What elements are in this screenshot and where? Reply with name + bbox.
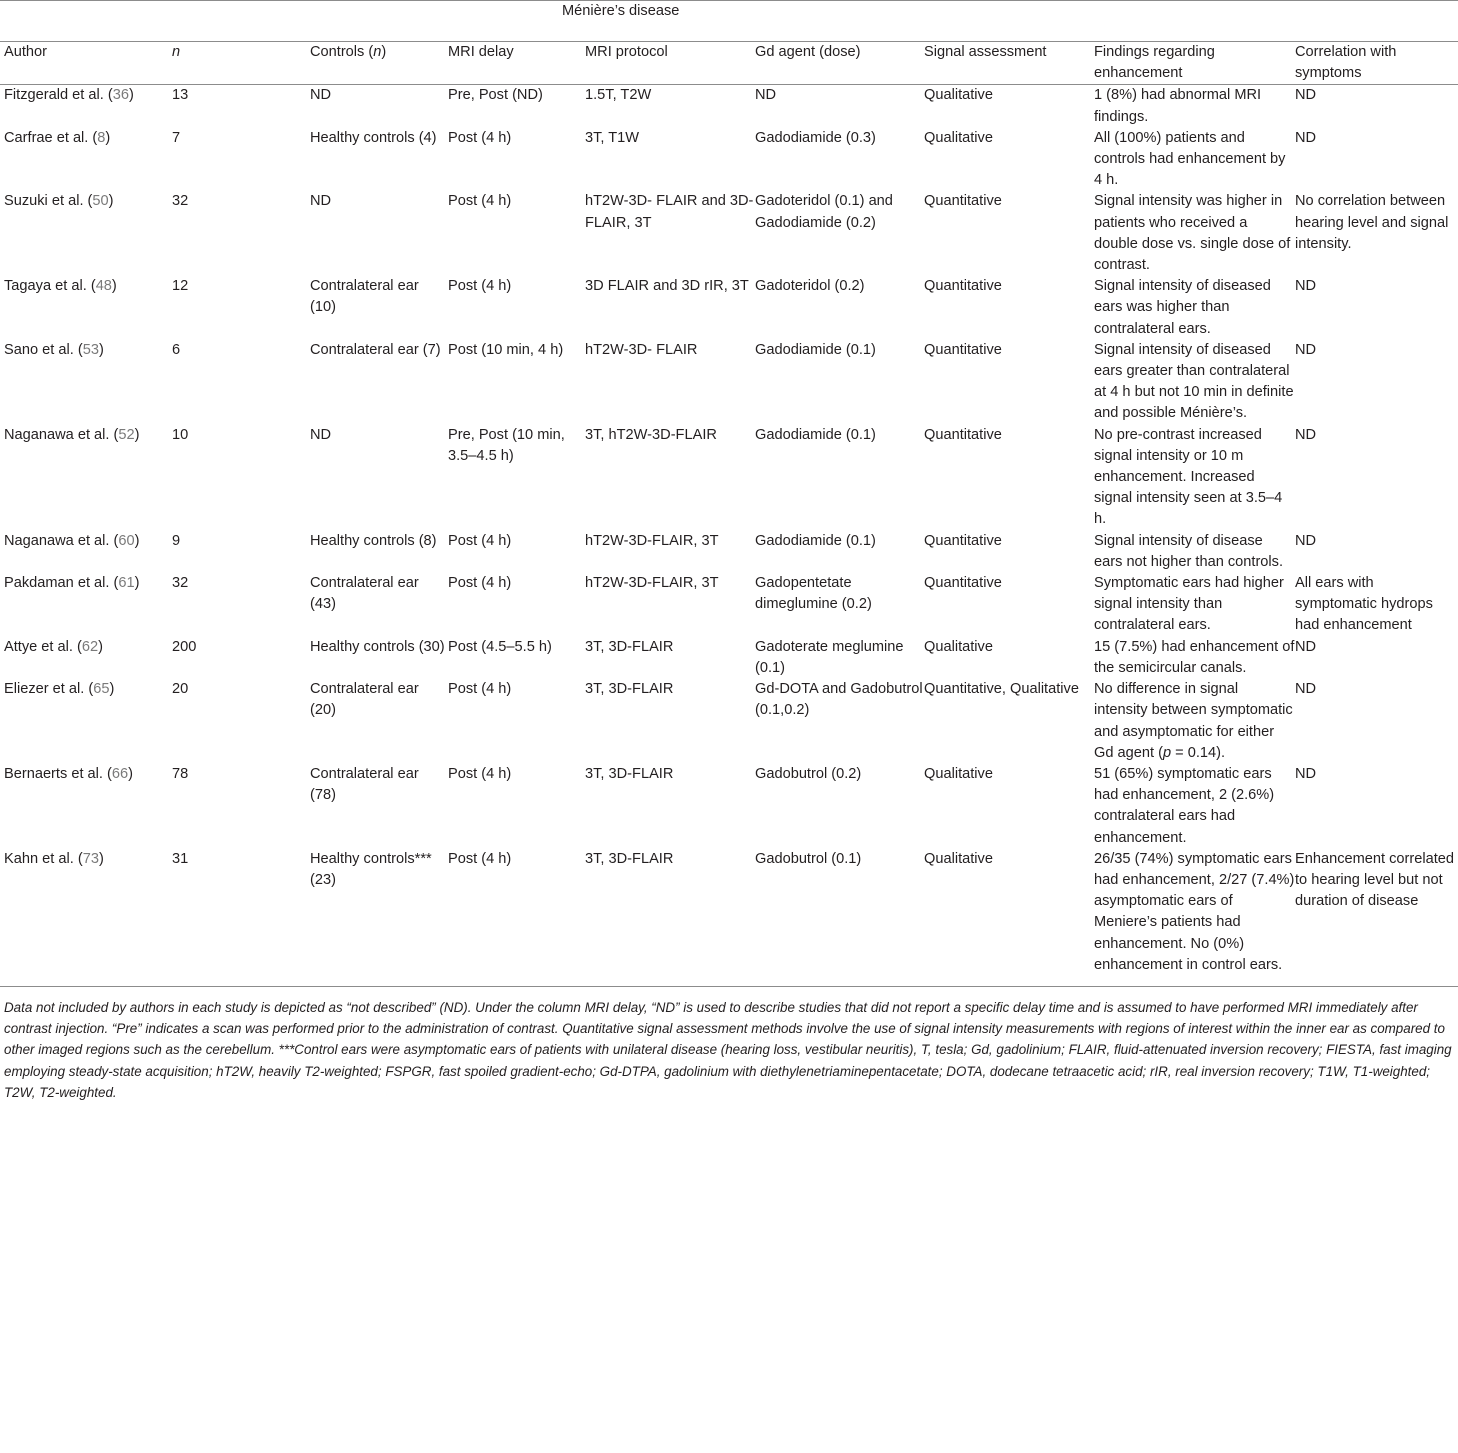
header-controls-suffix: ) <box>381 44 387 60</box>
header-controls-n: n <box>373 44 382 60</box>
table-row <box>0 531 1458 573</box>
cell-n: 20 <box>172 681 189 698</box>
table-row <box>0 425 1458 531</box>
cell-n: 9 <box>172 532 181 549</box>
cell-author: Fitzgerald et al. (36) <box>4 87 134 104</box>
cell-author: Attye et al. (62) <box>4 638 103 655</box>
table-body <box>0 85 1458 987</box>
table-row <box>0 637 1458 679</box>
cell-n: 32 <box>172 193 189 210</box>
author-name: Carfrae et al. <box>4 129 89 146</box>
header-controls-prefix: Controls ( <box>310 44 374 60</box>
reference-link[interactable]: 65 <box>93 681 110 698</box>
cell-findings: Signal intensity of diseased ears greater than contralateral at 4 h but not 10 min in definite and possible Ménière’s. <box>1094 341 1294 422</box>
cell-gd-agent: Gadodiamide (0.1) <box>755 341 876 358</box>
cell-n: 10 <box>172 426 189 443</box>
author-name: Sano et al. <box>4 341 74 358</box>
cell-n: 200 <box>172 638 197 655</box>
cell-correlation: ND <box>1295 87 1317 104</box>
table-row <box>0 764 1458 849</box>
cell-n: 31 <box>172 850 189 867</box>
cell-gd-agent: Gadodiamide (0.1) <box>755 426 876 443</box>
cell-signal-assessment: Quantitative <box>924 278 1002 295</box>
author-name: Attye et al. <box>4 638 73 655</box>
cell-signal-assessment: Quantitative <box>924 193 1002 210</box>
author-name: Naganawa et al. <box>4 426 110 443</box>
cell-mri-delay: Post (4 h) <box>448 532 512 549</box>
cell-signal-assessment: Qualitative <box>924 765 993 782</box>
author-name: Tagaya et al. <box>4 278 87 295</box>
cell-mri-delay: Post (4 h) <box>448 129 512 146</box>
cell-mri-delay: Post (4 h) <box>448 681 512 698</box>
cell-signal-assessment: Qualitative <box>924 638 993 655</box>
cell-gd-agent: ND <box>755 87 777 104</box>
group-title: Ménière’s disease <box>0 1 1458 42</box>
cell-controls: ND <box>310 193 332 210</box>
cell-findings: 15 (7.5%) had enhancement of the semicircular canals. <box>1094 638 1295 676</box>
cell-mri-delay: Post (10 min, 4 h) <box>448 341 564 358</box>
cell-controls: Contralateral ear (43) <box>310 575 419 613</box>
author-name: Naganawa et al. <box>4 532 110 549</box>
cell-author: Sano et al. (53) <box>4 341 104 358</box>
header-mri-delay: MRI delay <box>448 42 585 85</box>
findings-text-post: = 0.14). <box>1171 744 1226 761</box>
cell-signal-assessment: Qualitative <box>924 850 993 867</box>
reference-link[interactable]: 73 <box>82 850 99 867</box>
cell-signal-assessment: Quantitative <box>924 426 1002 443</box>
cell-author: Naganawa et al. (60) <box>4 532 140 549</box>
cell-controls: Contralateral ear (78) <box>310 765 419 804</box>
cell-signal-assessment: Quantitative <box>924 575 1002 592</box>
cell-findings: Signal intensity of diseased ears was higher than contralateral ears. <box>1094 278 1271 337</box>
cell-controls: ND <box>310 426 332 443</box>
cell-controls: Healthy controls (8) <box>310 532 437 549</box>
p-value-symbol: p <box>1162 744 1172 761</box>
cell-controls: ND <box>310 87 332 104</box>
cell-findings: All (100%) patients and controls had enhancement by 4 h. <box>1094 129 1286 189</box>
cell-mri-protocol: 3T, hT2W-3D-FLAIR <box>585 426 717 443</box>
table-row <box>0 849 1458 987</box>
cell-signal-assessment: Quantitative <box>924 341 1002 358</box>
cell-controls: Contralateral ear (7) <box>310 341 441 358</box>
cell-author: Bernaerts et al. (66) <box>4 765 133 782</box>
cell-findings: No pre-contrast increased signal intensity or 10 m enhancement. Increased signal intensity seen at 3.5–4 h. <box>1094 426 1283 528</box>
table-row <box>0 276 1458 340</box>
header-n <box>172 42 310 85</box>
table-row <box>0 573 1458 637</box>
cell-mri-protocol: 3T, T1W <box>585 129 640 146</box>
cell-n: 6 <box>172 341 181 358</box>
reference-link[interactable]: 48 <box>95 278 112 295</box>
cell-findings <box>1094 679 1295 764</box>
cell-gd-agent: Gadopentetate dimeglumine (0.2) <box>755 575 872 613</box>
cell-gd-agent: Gadoteridol (0.1) and Gadodiamide (0.2) <box>755 193 893 231</box>
cell-mri-protocol: 1.5T, T2W <box>585 87 652 104</box>
column-header-row <box>0 42 1458 85</box>
cell-mri-protocol: 3T, 3D-FLAIR <box>585 765 674 782</box>
cell-gd-agent: Gd-DOTA and Gadobutrol (0.1,0.2) <box>755 681 923 719</box>
table-row <box>0 128 1458 192</box>
cell-n: 13 <box>172 87 189 104</box>
reference-link[interactable]: 8 <box>97 129 106 146</box>
cell-gd-agent: Gadobutrol (0.1) <box>755 850 862 867</box>
cell-gd-agent: Gadobutrol (0.2) <box>755 765 862 782</box>
cell-mri-delay: Post (4.5–5.5 h) <box>448 638 552 655</box>
reference-link[interactable]: 50 <box>92 193 109 210</box>
cell-controls: Healthy controls*** (23) <box>310 850 432 888</box>
cell-gd-agent: Gadodiamide (0.3) <box>755 129 876 146</box>
cell-gd-agent: Gadoterate meglumine (0.1) <box>755 638 904 676</box>
cell-mri-delay: Pre, Post (10 min, 3.5–4.5 h) <box>448 426 565 464</box>
group-header-row <box>0 1 1458 42</box>
cell-n: 12 <box>172 278 189 295</box>
reference-link[interactable]: 53 <box>82 341 99 358</box>
cell-correlation: ND <box>1295 426 1317 443</box>
cell-findings: 51 (65%) symptomatic ears had enhancement, 2 (2.6%) contralateral ears had enhancement. <box>1094 765 1275 846</box>
cell-findings: Signal intensity of disease ears not higher than controls. <box>1094 532 1284 570</box>
cell-correlation: ND <box>1295 532 1317 549</box>
cell-correlation: ND <box>1295 765 1317 782</box>
cell-author: Kahn et al. (73) <box>4 850 104 867</box>
author-name: Pakdaman et al. <box>4 575 110 592</box>
reference-link[interactable]: 61 <box>118 575 135 592</box>
cell-mri-protocol: hT2W-3D- FLAIR <box>585 341 698 358</box>
cell-mri-delay: Pre, Post (ND) <box>448 87 543 104</box>
cell-author: Carfrae et al. (8) <box>4 129 111 146</box>
reference-link[interactable]: 60 <box>118 532 135 549</box>
header-gd-agent: Gd agent (dose) <box>755 42 924 85</box>
findings-text-pre: No difference in signal intensity between symptomatic and asymptomatic for either Gd agent ( <box>1094 681 1293 761</box>
cell-correlation: ND <box>1295 278 1317 295</box>
table-row <box>0 340 1458 425</box>
header-signal-assessment: Signal assessment <box>924 42 1094 85</box>
cell-mri-protocol: 3T, 3D-FLAIR <box>585 850 674 867</box>
cell-signal-assessment: Quantitative, Qualitative <box>924 681 1079 698</box>
header-controls <box>310 42 448 85</box>
cell-correlation: All ears with symptomatic hydrops had enhancement <box>1295 575 1433 634</box>
cell-author: Tagaya et al. (48) <box>4 278 117 295</box>
cell-controls: Contralateral ear (10) <box>310 278 419 316</box>
footnote-row <box>0 986 1458 1103</box>
table-row <box>0 191 1458 276</box>
author-name: Bernaerts et al. <box>4 765 103 782</box>
cell-mri-delay: Post (4 h) <box>448 575 512 592</box>
cell-findings: 26/35 (74%) symptomatic ears had enhancement, 2/27 (7.4%) asymptomatic ears of Meniere’s patients had enhancement. No (0%) enhancement in control ears. <box>1094 850 1295 973</box>
cell-signal-assessment: Qualitative <box>924 87 993 104</box>
cell-author: Pakdaman et al. (61) <box>4 575 140 592</box>
cell-mri-protocol: 3D FLAIR and 3D rIR, 3T <box>585 278 749 295</box>
header-n-label: n <box>172 44 181 60</box>
cell-mri-delay: Post (4 h) <box>448 765 512 782</box>
reference-link[interactable]: 36 <box>112 87 129 104</box>
table-footnote: Data not included by authors in each study is depicted as “not described” (ND). Under the column MRI delay, “ND” is used to describe studies that did not report a specific delay time and is assumed to have performed MRI immediately after contrast injection. “Pre” indicates a scan was performed prior to the administration of contrast. Quantitative signal assessment methods involve the use of signal intensity measurements with regions of interest within the inner ear as compared to other imaged regions such as the cerebellum. ***Control ears were asymptomatic ears of patients with unilateral disease (hearing loss, vestibular neuritis), T, tesla; Gd, gadolinium; FLAIR, fluid-attenuated inversion recovery; FIESTA, fast imaging employing steady-state acquisition; hT2W, heavily T2-weighted; FSPGR, fast spoiled gradient-echo; Gd-DTPA, gadolinium with diethylenetriaminepentacetate; DOTA, dodecane tetraacetic acid; rIR, real inversion recovery; T1W, T1-weighted; T2W, T2-weighted. <box>0 986 1458 1103</box>
cell-mri-protocol: hT2W-3D-FLAIR, 3T <box>585 575 719 592</box>
cell-findings: 1 (8%) had abnormal MRI findings. <box>1094 87 1262 125</box>
cell-correlation: ND <box>1295 638 1317 655</box>
cell-mri-delay: Post (4 h) <box>448 278 512 295</box>
author-name: Fitzgerald et al. <box>4 87 104 104</box>
cell-controls: Healthy controls (30) <box>310 638 445 655</box>
cell-findings: Symptomatic ears had higher signal intensity than contralateral ears. <box>1094 575 1284 634</box>
header-mri-protocol: MRI protocol <box>585 42 755 85</box>
cell-correlation: ND <box>1295 129 1317 146</box>
cell-findings: Signal intensity was higher in patients who received a double dose vs. single dose of contrast. <box>1094 193 1291 274</box>
cell-signal-assessment: Qualitative <box>924 129 993 146</box>
cell-mri-protocol: hT2W-3D-FLAIR, 3T <box>585 532 719 549</box>
reference-link[interactable]: 52 <box>118 426 135 443</box>
cell-mri-delay: Post (4 h) <box>448 193 512 210</box>
header-author: Author <box>0 42 172 85</box>
cell-n: 78 <box>172 765 189 782</box>
cell-mri-delay: Post (4 h) <box>448 850 512 867</box>
cell-author: Eliezer et al. (65) <box>4 681 115 698</box>
author-name: Kahn et al. <box>4 850 74 867</box>
cell-correlation: ND <box>1295 341 1317 358</box>
cell-gd-agent: Gadodiamide (0.1) <box>755 532 876 549</box>
header-correlation: Correlation with symptoms <box>1295 42 1458 85</box>
cell-n: 7 <box>172 129 181 146</box>
cell-controls: Contralateral ear (20) <box>310 681 419 719</box>
cell-signal-assessment: Quantitative <box>924 532 1002 549</box>
cell-controls: Healthy controls (4) <box>310 129 437 146</box>
cell-n: 32 <box>172 575 189 592</box>
cell-correlation: Enhancement correlated to hearing level but not duration of disease <box>1295 850 1455 910</box>
reference-link[interactable]: 62 <box>81 638 99 655</box>
cell-mri-protocol: hT2W-3D- FLAIR and 3D- FLAIR, 3T <box>585 193 754 231</box>
author-name: Suzuki et al. <box>4 193 84 210</box>
cell-correlation: No correlation between hearing level and signal intensity. <box>1295 193 1449 252</box>
header-findings: Findings regarding enhancement <box>1094 42 1295 85</box>
author-name: Eliezer et al. <box>4 681 85 698</box>
cell-mri-protocol: 3T, 3D-FLAIR <box>585 681 674 698</box>
table-row <box>0 85 1458 128</box>
cell-gd-agent: Gadoteridol (0.2) <box>755 278 865 295</box>
cell-author: Naganawa et al. (52) <box>4 426 140 443</box>
cell-correlation: ND <box>1295 681 1317 698</box>
cell-mri-protocol: 3T, 3D-FLAIR <box>585 638 674 655</box>
cell-author: Suzuki et al. (50) <box>4 193 114 210</box>
reference-link[interactable]: 66 <box>111 765 129 782</box>
table-row <box>0 679 1458 764</box>
